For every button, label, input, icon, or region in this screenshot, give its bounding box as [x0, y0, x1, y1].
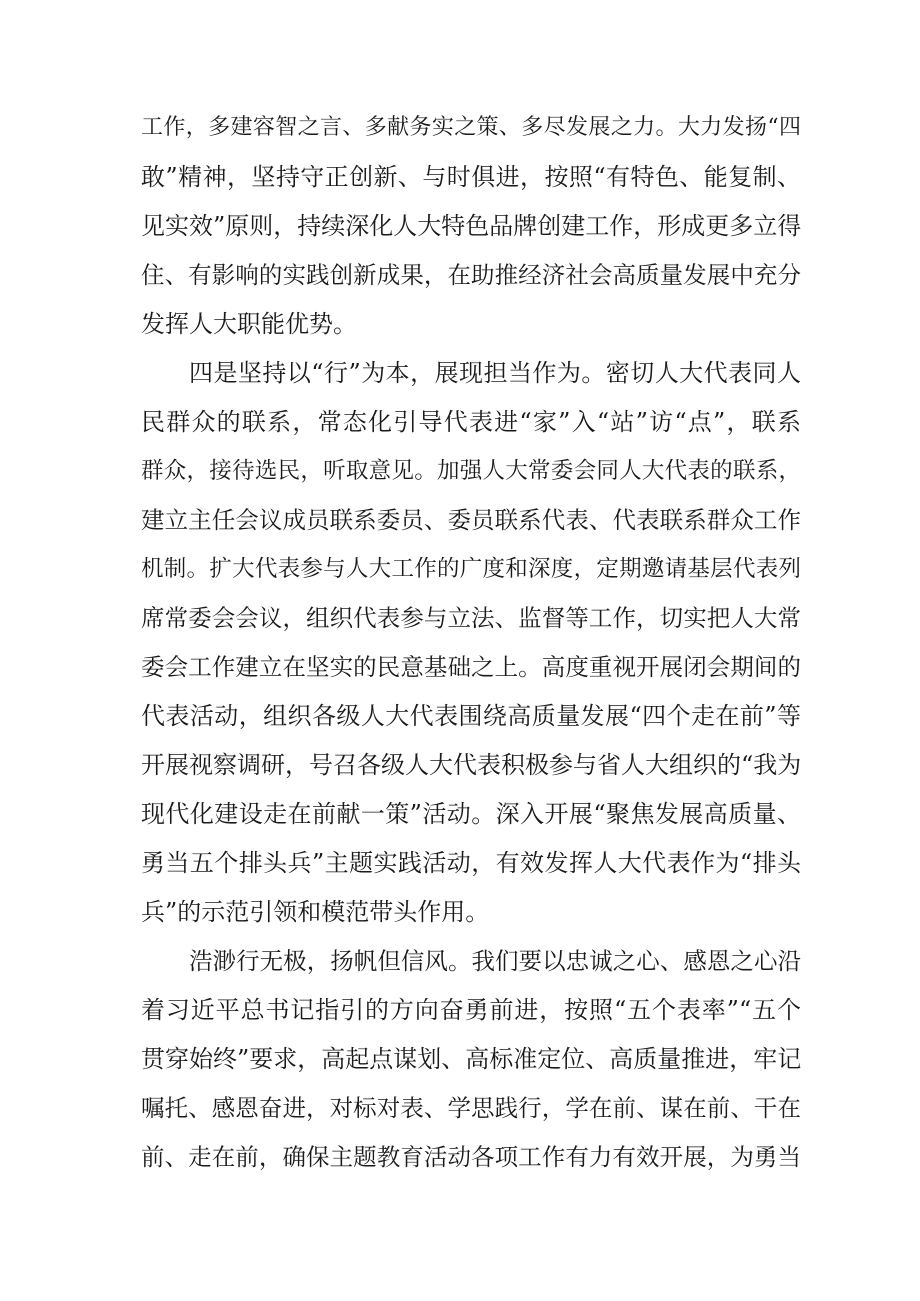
paragraph-2-line-4: 建立主任会议成员联系委员、委员联系代表、代表联系群众工作 [141, 506, 801, 534]
paragraph-2-line-9: 开展视察调研，号召各级人大代表积极参与省人大组织的“我为 [141, 751, 802, 779]
paragraph-2-line-1: 四是坚持以“行”为本，展现担当作为。密切人大代表同人 [189, 359, 801, 387]
paragraph-2-line-12: 兵”的示范引领和模范带头作用。 [141, 898, 490, 926]
paragraph-1-line-3: 见实效”原则，持续深化人大特色品牌创建工作，形成更多立得 [141, 212, 802, 240]
paragraph-2-line-6: 席常委会会议，组织代表参与立法、监督等工作，切实把人大常 [141, 604, 801, 632]
paragraph-1-line-5: 发挥人大职能优势。 [141, 310, 357, 338]
paragraph-3-line-4: 嘱托、感恩奋进，对标对表、学思践行，学在前、谋在前、干在 [141, 1094, 801, 1122]
paragraph-2-line-10: 现代化建设走在前献一策”活动。深入开展“聚焦发展高质量、 [141, 800, 801, 828]
paragraph-2-line-7: 委会工作建立在坚实的民意基础之上。高度重视开展闭会期间的 [141, 653, 801, 681]
paragraph-2-line-11: 勇当五个排头兵”主题实践活动，有效发挥人大代表作为“排头 [141, 849, 801, 877]
paragraph-2-line-5: 机制。扩大代表参与人大工作的广度和深度，定期邀请基层代表列 [141, 556, 801, 582]
paragraph-1-line-2: 敢”精神，坚持守正创新、与时俱进，按照“有特色、能复制、 [141, 163, 801, 191]
paragraph-1-line-4: 住、有影响的实践创新成果，在助推经济社会高质量发展中充分 [141, 261, 801, 289]
paragraph-2-line-3: 群众，接待选民，听取意见。加强人大常委会同人大代表的联系， [141, 458, 801, 484]
paragraph-3-line-2: 着习近平总书记指引的方向奋勇前进，按照“五个表率”“五个 [141, 996, 801, 1024]
paragraph-2-line-2: 民群众的联系，常态化引导代表进“家”入“站”访“点”，联系 [141, 408, 801, 436]
paragraph-3-line-1: 浩渺行无极，扬帆但信风。我们要以忠诚之心、感恩之心沿 [189, 947, 801, 975]
paragraph-2-line-8: 代表活动，组织各级人大代表围绕高质量发展“四个走在前”等 [141, 702, 801, 730]
paragraph-3-line-5: 前、走在前，确保主题教育活动各项工作有力有效开展，为勇当 [141, 1143, 801, 1171]
paragraph-3-line-3: 贯穿始终”要求，高起点谋划、高标准定位、高质量推进，牢记 [141, 1045, 802, 1073]
paragraph-1-line-1: 工作，多建容智之言、多献务实之策、多尽发展之力。大力发扬“四 [141, 115, 801, 140]
